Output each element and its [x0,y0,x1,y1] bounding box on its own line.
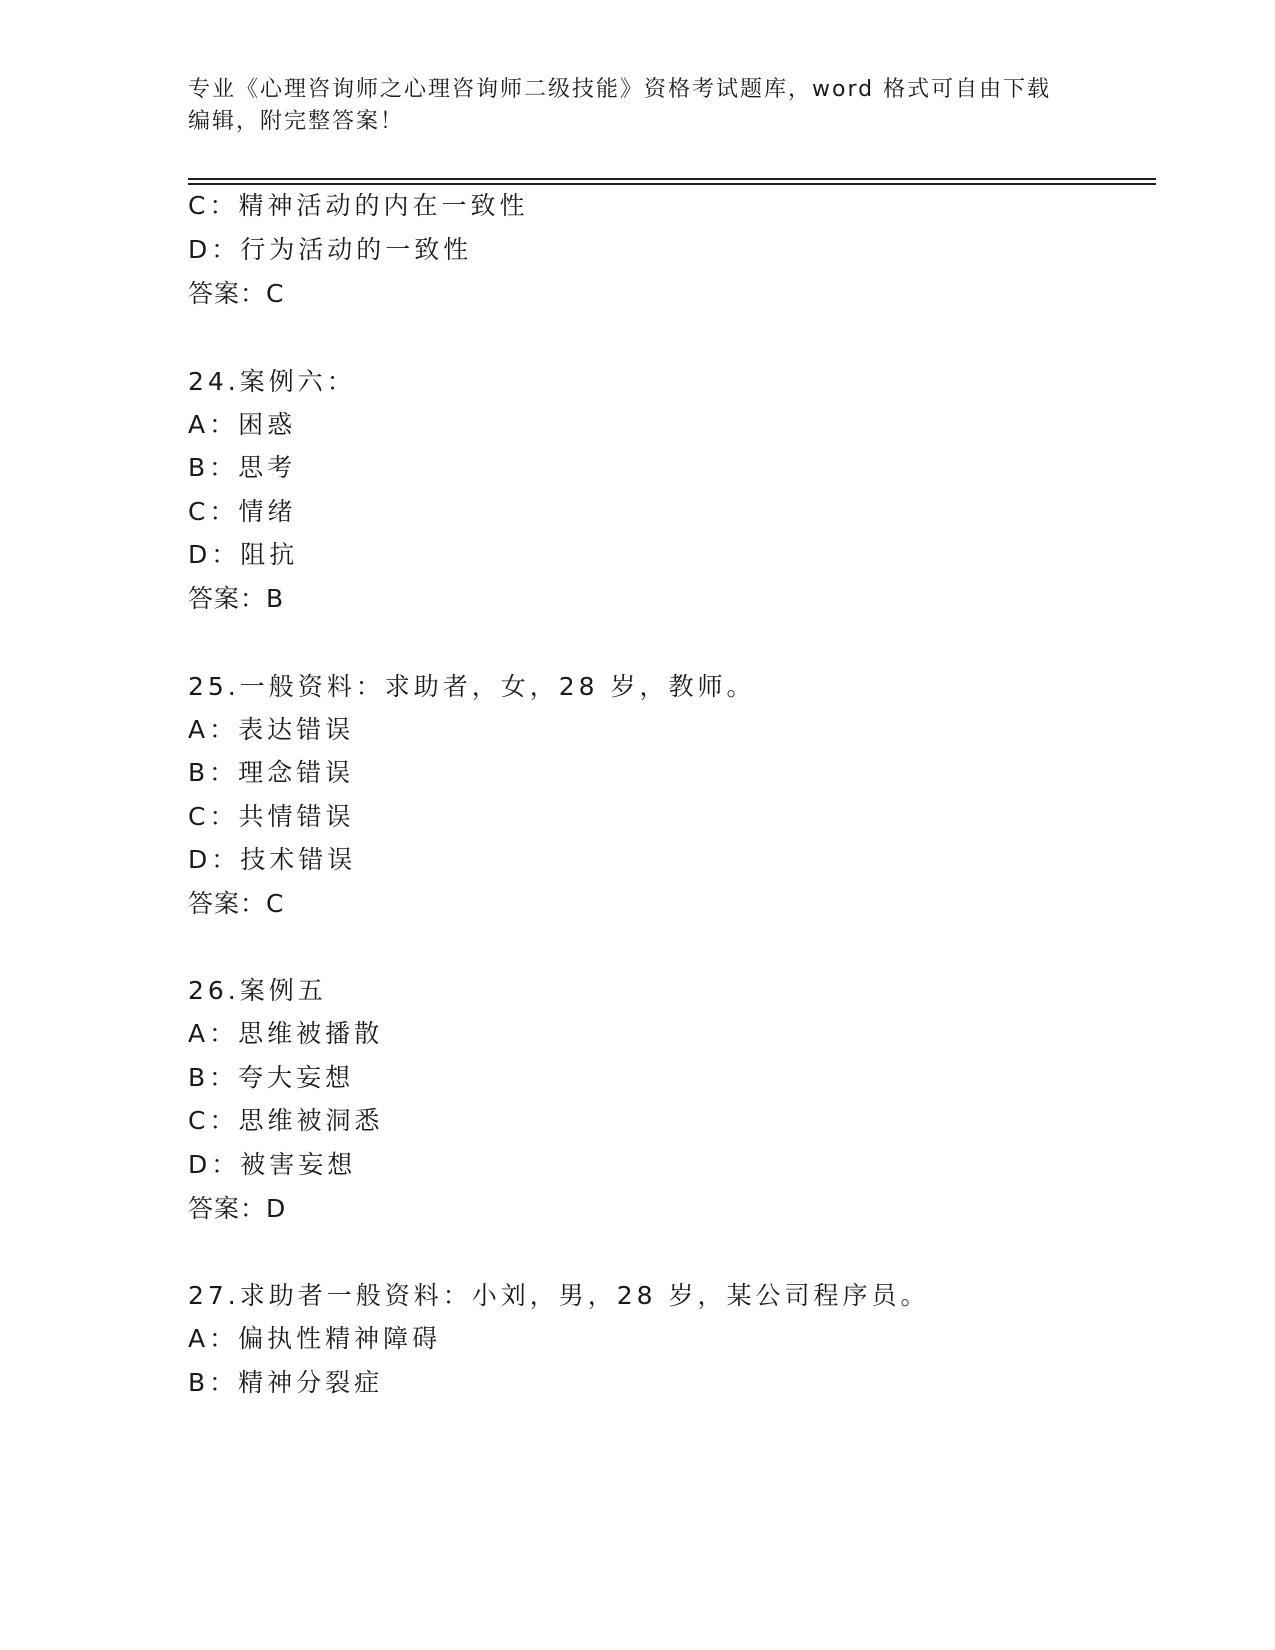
question-26: 26.案例五 [188,976,327,1005]
option-a: A：偏执性精神障碍 [188,1324,442,1353]
question-25: 25.一般资料：求助者，女，28 岁，教师。 [188,672,756,701]
header-divider-bottom [188,183,1156,185]
option-b: B：理念错误 [188,758,355,787]
option-b: B：夸大妄想 [188,1063,355,1092]
option-b: B：精神分裂症 [188,1368,384,1397]
option-c: C：情绪 [188,497,297,526]
answer-line: 答案：C [188,279,285,308]
option-d: D：行为活动的一致性 [188,235,473,264]
answer-line: 答案：B [188,584,285,613]
option-c: C：思维被洞悉 [188,1106,384,1135]
document-header [188,74,1088,138]
option-d: D：阻抗 [188,540,299,569]
header-line-1: 专业《心理咨询师之心理咨询师二级技能》资格考试题库，word 格式可自由下载 [188,77,1052,102]
option-c: C：精神活动的内在一致性 [188,191,529,220]
option-a: A：表达错误 [188,715,355,744]
option-b: B：思考 [188,453,297,482]
question-24: 24.案例六： [188,367,356,396]
option-c: C：共情错误 [188,802,355,831]
question-27: 27.求助者一般资料：小刘，男，28 岁，某公司程序员。 [188,1281,930,1310]
answer-line: 答案：C [188,889,285,918]
answer-line: 答案：D [188,1194,287,1223]
option-d: D：技术错误 [188,845,357,874]
option-d: D：被害妄想 [188,1150,357,1179]
option-a: A：困惑 [188,410,297,439]
option-a: A：思维被播散 [188,1019,384,1048]
header-divider-top [188,178,1156,180]
header-line-2: 编辑，附完整答案！ [188,109,405,134]
